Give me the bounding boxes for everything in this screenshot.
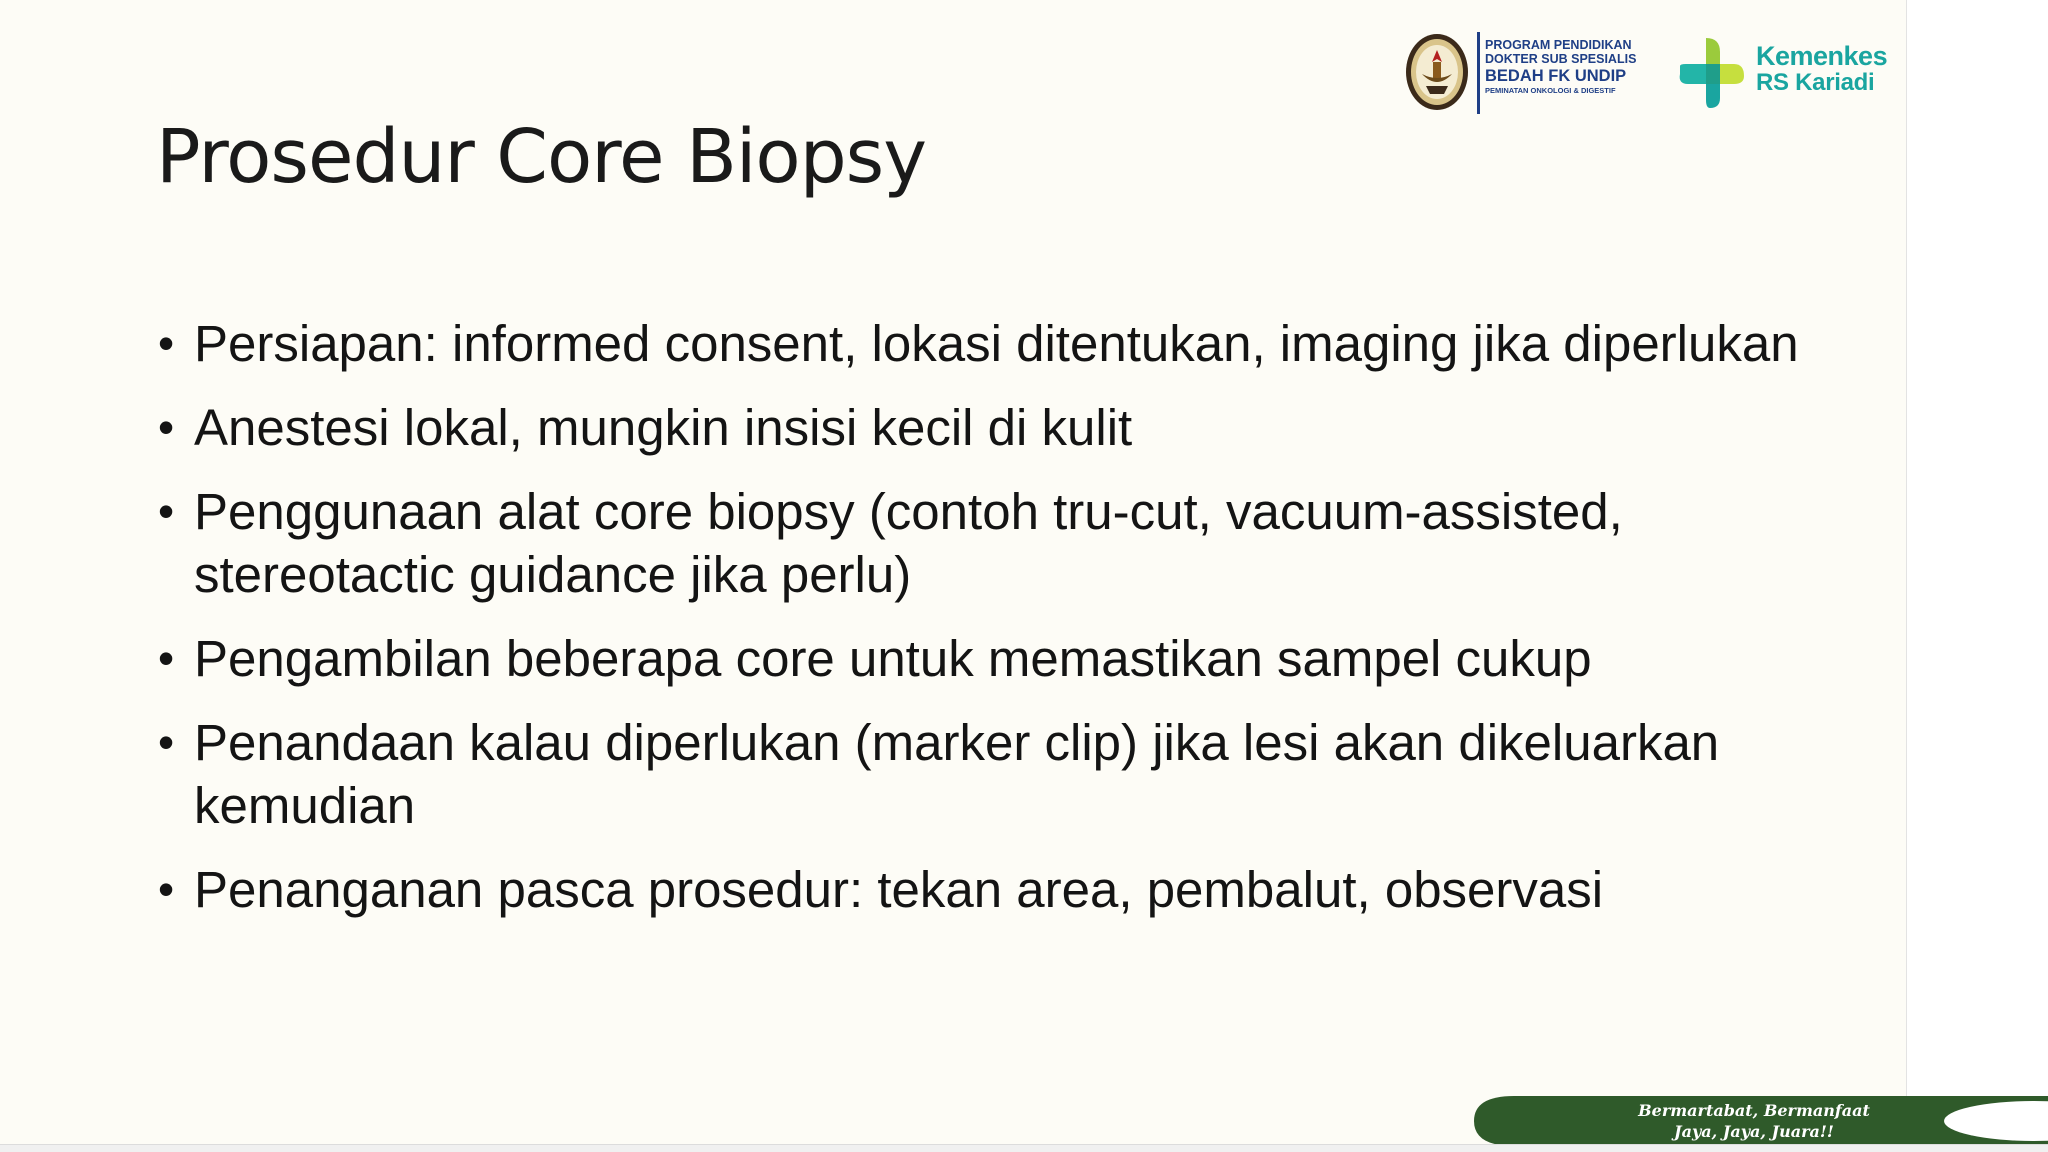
bullet-item xyxy=(156,480,1714,606)
bullet-item xyxy=(156,627,1896,690)
program-line-4: PEMINATAN ONKOLOGI & DIGESTIF xyxy=(1485,85,1616,95)
bullet-text: Penggunaan alat core biopsy (contoh tru-cut, vacuum-assisted, stereotactic guidance jika perlu) xyxy=(194,483,1623,603)
kemenkes-line-2: RS Kariadi xyxy=(1756,69,1875,97)
bullet-text: Pengambilan beberapa core untuk memastikan sampel cukup xyxy=(194,630,1592,687)
bullet-marker: • xyxy=(158,716,175,768)
program-line-1: PROGRAM PENDIDIKAN xyxy=(1485,38,1632,52)
motto-text xyxy=(1624,1100,1884,1142)
undip-seal-icon xyxy=(1404,32,1470,112)
header-logos xyxy=(1404,28,1904,120)
bullet-marker: • xyxy=(158,317,175,369)
bullet-item xyxy=(156,312,1896,375)
bullet-text: Penandaan kalau diperlukan (marker clip) jika lesi akan dikeluarkan kemudian xyxy=(194,714,1720,834)
bullet-item xyxy=(156,711,1814,837)
bottom-edge xyxy=(0,1144,2048,1152)
bullet-text: Anestesi lokal, mungkin insisi kecil di kulit xyxy=(194,399,1133,456)
bullet-marker: • xyxy=(158,485,175,537)
bullet-item xyxy=(156,396,1896,459)
program-logo-text xyxy=(1485,38,1661,95)
footer-motto-banner xyxy=(1474,1096,2048,1146)
bullet-marker: • xyxy=(158,863,175,915)
right-margin-strip xyxy=(1906,0,2048,1152)
bullet-marker: • xyxy=(158,632,175,684)
kemenkes-logo-text xyxy=(1756,42,1887,96)
logo-divider xyxy=(1477,32,1480,114)
bullet-marker: • xyxy=(158,401,175,453)
kemenkes-line-1: Kemenkes xyxy=(1756,41,1888,71)
bullet-text: Persiapan: informed consent, lokasi ditentukan, imaging jika diperlukan xyxy=(194,315,1799,372)
motto-line-2: Jaya, Jaya, Juara!! xyxy=(1674,1122,1834,1141)
slide-title: Prosedur Core Biopsy xyxy=(156,114,927,200)
program-line-3: BEDAH FK UNDIP xyxy=(1485,66,1627,85)
motto-line-1: Bermartabat, Bermanfaat xyxy=(1638,1101,1870,1120)
bullet-list xyxy=(156,312,1896,942)
program-line-2: DOKTER SUB SPESIALIS xyxy=(1485,52,1637,67)
bullet-text: Penanganan pasca prosedur: tekan area, pembalut, observasi xyxy=(194,861,1604,918)
kemenkes-logo-icon xyxy=(1676,34,1746,110)
bullet-item xyxy=(156,858,1896,921)
